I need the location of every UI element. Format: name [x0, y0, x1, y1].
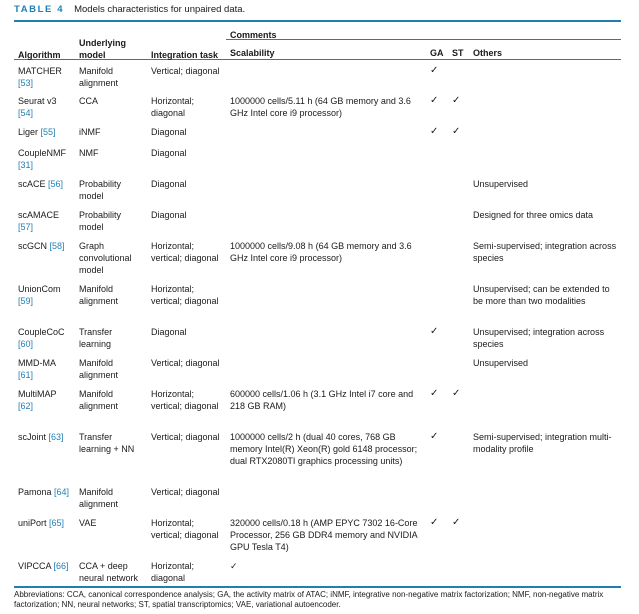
header-scalability: Scalability	[230, 48, 275, 58]
table-row	[14, 122, 621, 143]
cell-st	[448, 322, 469, 353]
algorithm-name: scACE	[18, 179, 49, 189]
cell-others	[469, 91, 621, 122]
cell-ga	[426, 205, 448, 236]
cell-integration-task: Diagonal	[151, 179, 187, 189]
cell-ga	[426, 143, 448, 174]
algorithm-name: Pamona	[18, 487, 55, 497]
algorithm-name: UnionCom	[18, 284, 61, 294]
table-row	[14, 482, 621, 513]
cell-integration-task: Horizontal; vertical; diagonal	[151, 389, 219, 411]
cell-scalability	[226, 279, 426, 322]
cell-scalability: ✓	[230, 561, 238, 571]
cell-integration-task: Vertical; diagonal	[151, 358, 220, 368]
algorithm-name: CoupleNMF	[18, 148, 67, 158]
cell-underlying-model: NMF	[79, 148, 99, 158]
cell-integration-task: Diagonal	[151, 148, 187, 158]
cell-scalability	[226, 122, 426, 143]
header-others: Others	[473, 48, 503, 58]
citation-link[interactable]: [54]	[18, 108, 34, 118]
algorithm-name: CoupleCoC	[18, 327, 65, 337]
cell-underlying-model: Manifold alignment	[79, 284, 119, 306]
cell-others	[469, 482, 621, 513]
cell-ga	[426, 353, 448, 384]
table-row	[14, 353, 621, 384]
cell-integration-task: Horizontal; diagonal	[151, 561, 195, 583]
citation-link[interactable]: [65]	[49, 518, 65, 528]
citation-link[interactable]: [61]	[18, 370, 34, 380]
cell-algorithm	[14, 174, 75, 205]
citation-link[interactable]: [63]	[48, 432, 64, 442]
table-row	[14, 384, 621, 427]
cell-ga	[426, 556, 448, 587]
table-row	[14, 279, 621, 322]
models-table	[14, 22, 621, 587]
algorithm-name: uniPort	[18, 518, 50, 528]
citation-link[interactable]: [55]	[40, 127, 56, 137]
algorithm-name: VIPCCA	[18, 561, 54, 571]
cell-others	[469, 513, 621, 556]
citation-link[interactable]: [64]	[54, 487, 70, 497]
cell-underlying-model: Probability model	[79, 179, 122, 201]
cell-ga: ✓	[430, 388, 439, 399]
cell-others: Unsupervised	[473, 179, 529, 189]
cell-st	[448, 427, 469, 482]
cell-scalability: 600000 cells/1.06 h (3.1 GHz Intel i7 core and 218 GB RAM)	[230, 389, 414, 411]
cell-others: Semi-supervised; integration multi-modality profile	[473, 432, 612, 454]
cell-others	[469, 122, 621, 143]
cell-algorithm	[14, 279, 75, 322]
table-row	[14, 174, 621, 205]
table-row	[14, 556, 621, 587]
cell-underlying-model: CCA + deep neural network	[79, 561, 139, 583]
table-label: TABLE 4	[14, 4, 65, 15]
citation-link[interactable]: [59]	[18, 296, 34, 306]
cell-algorithm	[14, 556, 75, 587]
algorithm-name: Seurat v3	[18, 96, 57, 106]
cell-integration-task: Horizontal; diagonal	[151, 96, 195, 118]
cell-others: Unsupervised	[473, 358, 529, 368]
cell-algorithm	[14, 353, 75, 384]
cell-ga	[426, 236, 448, 279]
table-row	[14, 513, 621, 556]
table-caption	[14, 4, 245, 15]
cell-integration-task: Vertical; diagonal	[151, 66, 220, 76]
cell-scalability	[226, 322, 426, 353]
citation-link[interactable]: [62]	[18, 401, 34, 411]
cell-st: ✓	[452, 517, 461, 528]
cell-st: ✓	[452, 388, 461, 399]
cell-scalability: 1000000 cells/2 h (dual 40 cores, 768 GB memory Intel(R) Xeon(R) gold 6148 processor; dual RTX2080TI graphics processing units)	[230, 432, 418, 466]
cell-scalability	[226, 353, 426, 384]
table-row	[14, 427, 621, 482]
cell-algorithm	[14, 236, 75, 279]
cell-integration-task: Vertical; diagonal	[151, 432, 220, 442]
cell-underlying-model: Graph convolutional model	[79, 241, 132, 275]
citation-link[interactable]: [31]	[18, 160, 34, 170]
table-row	[14, 322, 621, 353]
cell-st	[448, 353, 469, 384]
cell-scalability	[226, 174, 426, 205]
cell-integration-task: Horizontal; vertical; diagonal	[151, 518, 219, 540]
cell-underlying-model: iNMF	[79, 127, 101, 137]
cell-underlying-model: CCA	[79, 96, 99, 106]
cell-integration-task: Diagonal	[151, 210, 187, 220]
cell-others	[469, 556, 621, 587]
cell-others	[469, 143, 621, 174]
cell-others: Unsupervised; integration across species	[473, 327, 605, 349]
cell-st	[448, 482, 469, 513]
table-title: Models characteristics for unpaired data.	[74, 4, 246, 15]
cell-underlying-model: Manifold alignment	[79, 487, 119, 509]
table-row	[14, 205, 621, 236]
cell-underlying-model: VAE	[79, 518, 97, 528]
cell-underlying-model: Transfer learning + NN	[79, 432, 135, 454]
cell-st	[448, 279, 469, 322]
cell-algorithm	[14, 384, 75, 427]
bottom-rule	[14, 586, 621, 588]
algorithm-name: scAMACE	[18, 210, 60, 220]
cell-algorithm	[14, 513, 75, 556]
cell-algorithm	[14, 122, 75, 143]
cell-ga: ✓	[430, 326, 439, 337]
citation-link[interactable]: [56]	[48, 179, 64, 189]
algorithm-name: MATCHER	[18, 66, 62, 76]
cell-algorithm	[14, 61, 75, 91]
algorithm-name: MMD-MA	[18, 358, 56, 368]
cell-underlying-model: Transfer learning	[79, 327, 113, 349]
abbreviations-footnote: Abbreviations: CCA, canonical correspondence analysis; GA, the activity matrix of ATAC; iNMF, integrative non-negative matrix factorization; NMF, non-negative matrix factorization; NN, neural networks; ST, spatial transcriptomics; VAE, variational autoencoder.	[14, 590, 604, 609]
algorithm-name: scGCN	[18, 241, 50, 251]
table-row	[14, 236, 621, 279]
cell-ga	[426, 482, 448, 513]
cell-algorithm	[14, 482, 75, 513]
citation-link[interactable]: [53]	[18, 78, 34, 88]
cell-algorithm	[14, 143, 75, 174]
cell-ga	[426, 174, 448, 205]
header-underlying-model: Underlying model	[79, 38, 127, 60]
cell-scalability	[226, 482, 426, 513]
cell-st: ✓	[452, 126, 461, 137]
algorithm-name: MultiMAP	[18, 389, 57, 399]
cell-algorithm	[14, 427, 75, 482]
cell-ga	[426, 279, 448, 322]
citation-link[interactable]: [60]	[18, 339, 34, 349]
cell-others	[469, 61, 621, 91]
cell-st	[448, 205, 469, 236]
cell-scalability: 1000000 cells/5.11 h (64 GB memory and 3.6 GHz Intel core i9 processor)	[230, 96, 411, 118]
cell-underlying-model: Probability model	[79, 210, 122, 232]
cell-underlying-model: Manifold alignment	[79, 358, 119, 380]
citation-link[interactable]: [58]	[49, 241, 65, 251]
header-comments: Comments	[230, 30, 277, 40]
cell-st	[448, 236, 469, 279]
cell-algorithm	[14, 91, 75, 122]
cell-scalability	[226, 61, 426, 91]
cell-algorithm	[14, 205, 75, 236]
cell-st: ✓	[452, 95, 461, 106]
header-integration-task: Integration task	[151, 50, 219, 60]
cell-ga: ✓	[430, 65, 439, 76]
algorithm-name: Liger	[18, 127, 41, 137]
cell-ga: ✓	[430, 431, 439, 442]
citation-link[interactable]: [57]	[18, 222, 34, 232]
cell-others	[469, 384, 621, 427]
header-algorithm: Algorithm	[18, 50, 61, 60]
table-row	[14, 91, 621, 122]
header-st: ST	[452, 48, 464, 58]
table-row	[14, 61, 621, 91]
table-row	[14, 143, 621, 174]
cell-ga: ✓	[430, 517, 439, 528]
cell-others: Designed for three omics data	[473, 210, 594, 220]
cell-underlying-model: Manifold alignment	[79, 389, 119, 411]
cell-others: Unsupervised; can be extended to be more than two modalities	[473, 284, 610, 306]
cell-ga: ✓	[430, 95, 439, 106]
citation-link[interactable]: [66]	[53, 561, 69, 571]
cell-scalability	[226, 143, 426, 174]
algorithm-name: scJoint	[18, 432, 49, 442]
cell-st	[448, 556, 469, 587]
cell-scalability: 320000 cells/0.18 h (AMP EPYC 7302 16-Core Processor, 256 GB DDR4 memory and NVIDIA GPU Tesla T4)	[230, 518, 418, 552]
table-body	[14, 61, 621, 587]
cell-algorithm	[14, 322, 75, 353]
header-ga: GA	[430, 48, 444, 58]
cell-integration-task: Diagonal	[151, 127, 187, 137]
cell-st	[448, 174, 469, 205]
cell-scalability: 1000000 cells/9.08 h (64 GB memory and 3.6 GHz Intel core i9 processor)	[230, 241, 412, 263]
cell-integration-task: Vertical; diagonal	[151, 487, 220, 497]
cell-st	[448, 61, 469, 91]
cell-st	[448, 143, 469, 174]
cell-integration-task: Horizontal; vertical; diagonal	[151, 241, 219, 263]
cell-ga: ✓	[430, 126, 439, 137]
cell-scalability	[226, 205, 426, 236]
cell-integration-task: Horizontal; vertical; diagonal	[151, 284, 219, 306]
cell-underlying-model: Manifold alignment	[79, 66, 119, 88]
cell-others: Semi-supervised; integration across species	[473, 241, 617, 263]
cell-integration-task: Diagonal	[151, 327, 187, 337]
